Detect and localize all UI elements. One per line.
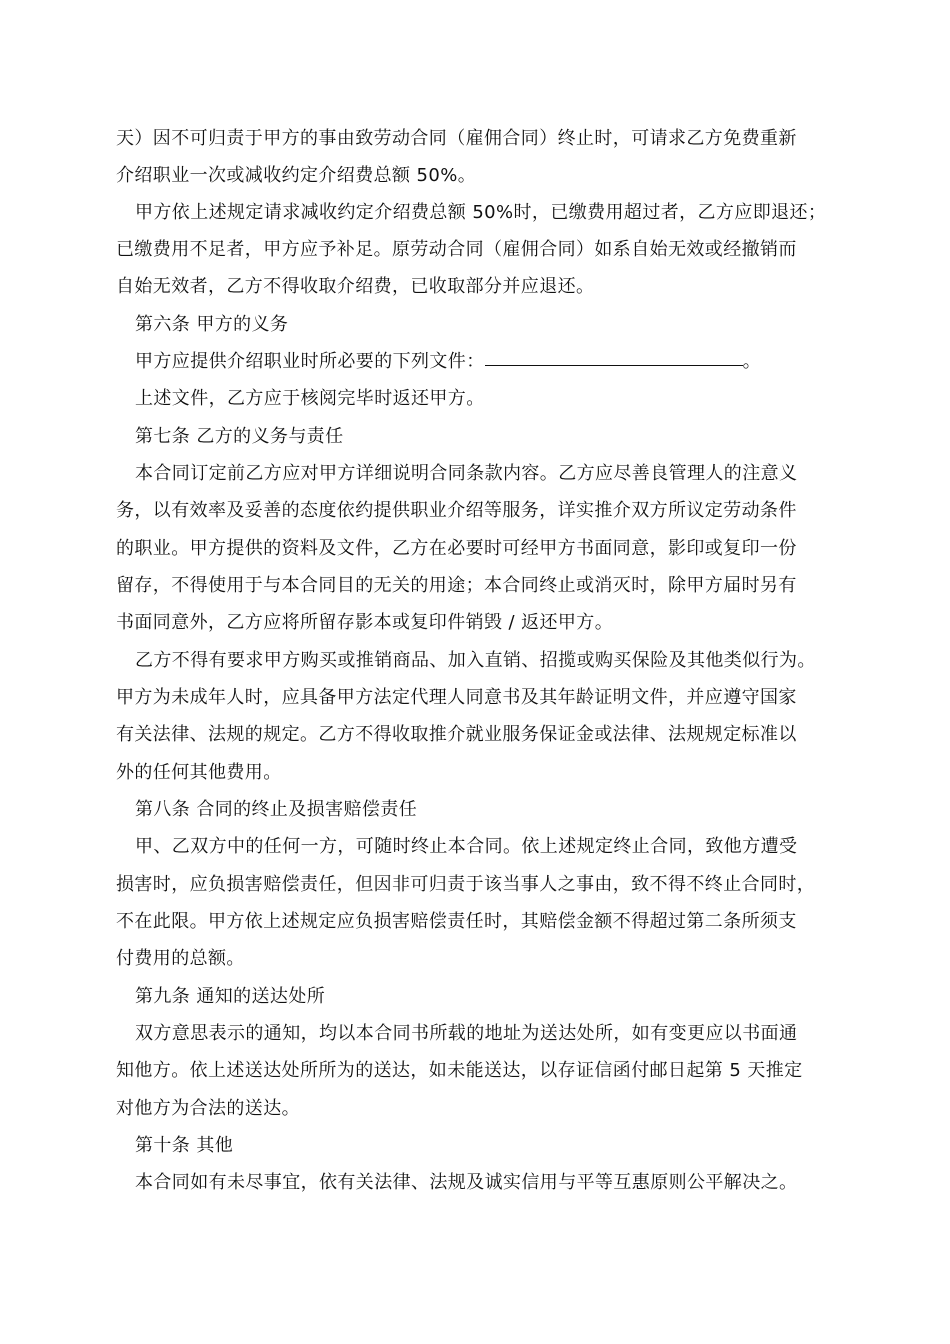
text-line: 甲方应提供介绍职业时所必要的下列文件： (135, 351, 485, 372)
section-heading-9: 第九条 通知的送达处所 (135, 986, 326, 1007)
text-line: 书面同意外，乙方应将所留存影本或复印件销毁 / 返还甲方。 (116, 612, 614, 633)
text-line: 已缴费用不足者，甲方应予补足。原劳动合同（雇佣合同）如系自始无效或经撤销而 (116, 239, 797, 260)
text-line: 务，以有效率及妥善的态度依约提供职业介绍等服务，详实推介双方所议定劳动条件 (116, 500, 797, 521)
text-line: 付费用的总额。 (116, 948, 245, 969)
text-line: 甲方为未成年人时，应具备甲方法定代理人同意书及其年龄证明文件，并应遵守国家 (116, 687, 797, 708)
text-line-end: 。 (742, 351, 762, 372)
section-heading-8: 第八条 合同的终止及损害赔偿责任 (135, 799, 418, 820)
text-line: 甲方依上述规定请求减收约定介绍费总额 50%时，已缴费用超过者，乙方应即退还； (135, 202, 827, 223)
text-line-with-blank (135, 343, 865, 380)
text-line: 留存，不得使用于与本合同目的无关的用途；本合同终止或消灭时，除甲方届时另有 (116, 575, 797, 596)
text-line: 本合同如有未尽事宜，依有关法律、法规及诚实信用与平等互惠原则公平解决之。 (135, 1172, 798, 1193)
fill-in-blank (485, 351, 743, 366)
section-heading-7: 第七条 乙方的义务与责任 (135, 426, 344, 447)
text-line: 上述文件，乙方应于核阅完毕时返还甲方。 (135, 388, 485, 409)
text-line: 损害时，应负损害赔偿责任，但因非可归责于该当事人之事由，致不得不终止合同时， (116, 874, 816, 895)
text-line: 知他方。依上述送达处所所为的送达，如未能送达，以存证信函付邮日起第 5 天推定 (116, 1060, 803, 1081)
text-line: 的职业。甲方提供的资料及文件，乙方在必要时可经甲方书面同意，影印或复印一份 (116, 538, 797, 559)
text-line: 自始无效者，乙方不得收取介绍费，已收取部分并应退还。 (116, 276, 595, 297)
text-line: 有关法律、法规的规定。乙方不得收取推介就业服务保证金或法律、法规规定标准以 (116, 724, 797, 745)
text-line: 甲、乙双方中的任何一方，可随时终止本合同。依上述规定终止合同，致他方遭受 (135, 836, 798, 857)
section-heading-10: 第十条 其他 (135, 1135, 234, 1156)
text-line: 外的任何其他费用。 (116, 762, 282, 783)
text-line: 对他方为合法的送达。 (116, 1098, 300, 1119)
section-heading-6: 第六条 甲方的义务 (135, 314, 289, 335)
text-line: 天）因不可归责于甲方的事由致劳动合同（雇佣合同）终止时，可请求乙方免费重新 (116, 128, 797, 149)
text-line: 本合同订定前乙方应对甲方详细说明合同条款内容。乙方应尽善良管理人的注意义 (135, 463, 798, 484)
text-line: 乙方不得有要求甲方购买或推销商品、加入直销、招揽或购买保险及其他类似行为。 (135, 650, 816, 671)
text-line: 双方意思表示的通知，均以本合同书所载的地址为送达处所，如有变更应以书面通 (135, 1023, 798, 1044)
text-line: 介绍职业一次或减收约定介绍费总额 50%。 (116, 165, 477, 186)
text-line: 不在此限。甲方依上述规定应负损害赔偿责任时，其赔偿金额不得超过第二条所须支 (116, 911, 797, 932)
